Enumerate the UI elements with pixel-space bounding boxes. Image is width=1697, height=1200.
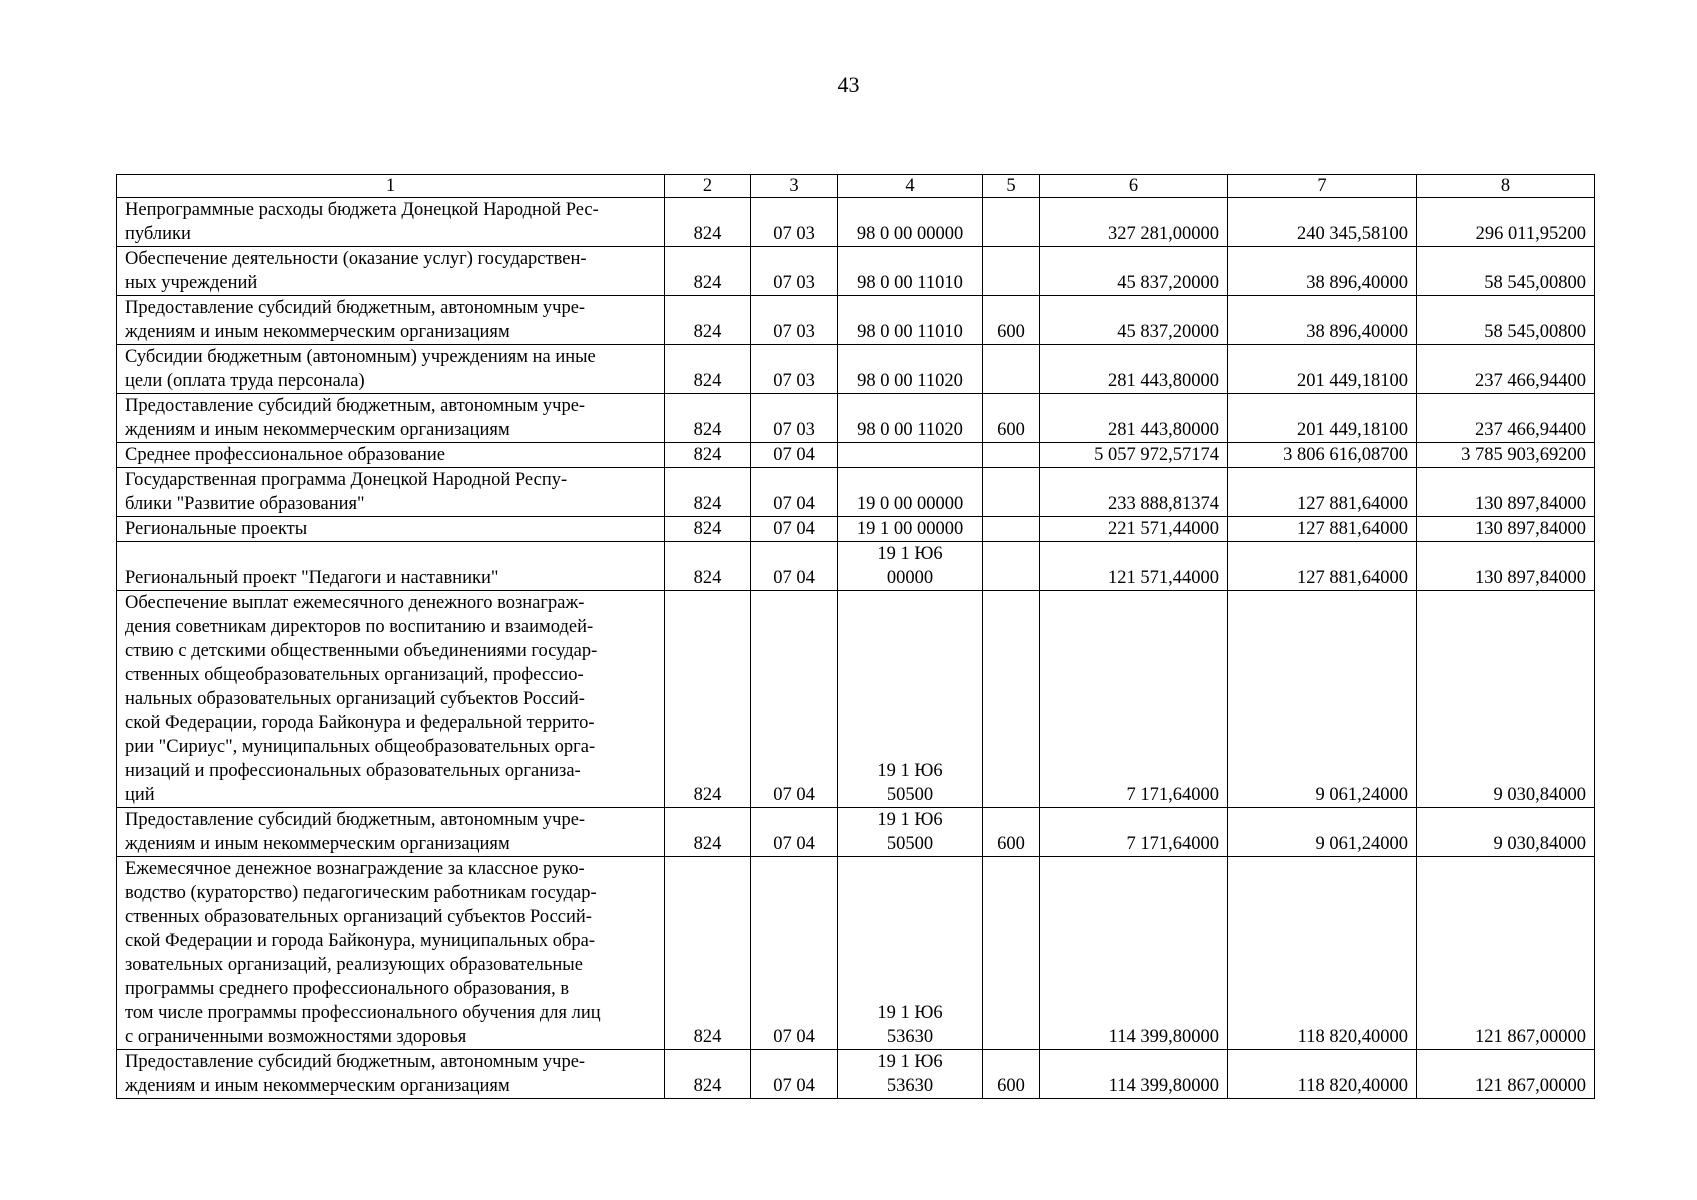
section-code-cell: 07 04 [751, 443, 838, 468]
amount-col7-cell: 127 881,64000 [1228, 517, 1417, 542]
admin-code-cell: 824 [665, 468, 751, 517]
amount-col7-cell: 3 806 616,08700 [1228, 443, 1417, 468]
expense-type-cell [983, 443, 1040, 468]
amount-col7-cell: 38 896,40000 [1228, 247, 1417, 296]
table-row [117, 542, 1595, 591]
header-cell: 1 [117, 175, 665, 198]
expense-type-cell [983, 517, 1040, 542]
admin-code-cell: 824 [665, 808, 751, 857]
amount-col7-cell: 127 881,64000 [1228, 468, 1417, 517]
expense-type-cell [983, 198, 1040, 247]
section-code-cell: 07 03 [751, 394, 838, 443]
admin-code-cell: 824 [665, 296, 751, 345]
amount-col8-cell: 121 867,00000 [1417, 1050, 1595, 1099]
expense-type-cell: 600 [983, 808, 1040, 857]
amount-col8-cell: 130 897,84000 [1417, 542, 1595, 591]
target-article-cell: 98 0 00 11010 [838, 247, 983, 296]
table-row [117, 591, 1595, 808]
amount-col8-cell: 296 011,95200 [1417, 198, 1595, 247]
section-code-cell: 07 04 [751, 1050, 838, 1099]
amount-col6-cell: 45 837,20000 [1040, 247, 1228, 296]
table-row [117, 394, 1595, 443]
page-number: 43 [837, 72, 860, 97]
description-cell: Среднее профессиональное образование [117, 443, 665, 468]
target-article-cell: 98 0 00 11020 [838, 345, 983, 394]
amount-col6-cell: 281 443,80000 [1040, 345, 1228, 394]
amount-col6-cell: 221 571,44000 [1040, 517, 1228, 542]
description-cell: Государственная программа Донецкой Народной Респу- блики "Развитие образования" [117, 468, 665, 517]
description-cell: Субсидии бюджетным (автономным) учреждениям на иные цели (оплата труда персонала) [117, 345, 665, 394]
target-article-cell: 98 0 00 00000 [838, 198, 983, 247]
amount-col7-cell: 201 449,18100 [1228, 345, 1417, 394]
amount-col6-cell: 45 837,20000 [1040, 296, 1228, 345]
admin-code-cell: 824 [665, 857, 751, 1050]
target-article-cell: 19 1 Ю6 50500 [838, 808, 983, 857]
description-cell: Предоставление субсидий бюджетным, автономным учре- ждениям и иным некоммерческим организациям [117, 394, 665, 443]
section-code-cell: 07 03 [751, 296, 838, 345]
amount-col8-cell: 237 466,94400 [1417, 345, 1595, 394]
expense-type-cell [983, 591, 1040, 808]
table-row [117, 345, 1595, 394]
target-article-cell [838, 443, 983, 468]
amount-col8-cell: 237 466,94400 [1417, 394, 1595, 443]
amount-col8-cell: 121 867,00000 [1417, 857, 1595, 1050]
expense-type-cell [983, 542, 1040, 591]
section-code-cell: 07 04 [751, 468, 838, 517]
amount-col7-cell: 240 345,58100 [1228, 198, 1417, 247]
target-article-cell: 19 1 00 00000 [838, 517, 983, 542]
amount-col8-cell: 9 030,84000 [1417, 591, 1595, 808]
table-header-row [117, 175, 1595, 198]
header-cell: 8 [1417, 175, 1595, 198]
amount-col6-cell: 121 571,44000 [1040, 542, 1228, 591]
target-article-cell: 98 0 00 11020 [838, 394, 983, 443]
table-row [117, 468, 1595, 517]
description-cell: Непрограммные расходы бюджета Донецкой Народной Рес- публики [117, 198, 665, 247]
header-cell: 3 [751, 175, 838, 198]
table-row [117, 296, 1595, 345]
expense-type-cell [983, 468, 1040, 517]
description-cell: Обеспечение деятельности (оказание услуг) государствен- ных учреждений [117, 247, 665, 296]
admin-code-cell: 824 [665, 247, 751, 296]
admin-code-cell: 824 [665, 198, 751, 247]
amount-col7-cell: 38 896,40000 [1228, 296, 1417, 345]
amount-col7-cell: 118 820,40000 [1228, 1050, 1417, 1099]
header-cell: 5 [983, 175, 1040, 198]
expense-type-cell: 600 [983, 296, 1040, 345]
expense-type-cell [983, 345, 1040, 394]
expense-type-cell [983, 247, 1040, 296]
table-row [117, 857, 1595, 1050]
amount-col7-cell: 201 449,18100 [1228, 394, 1417, 443]
section-code-cell: 07 03 [751, 198, 838, 247]
section-code-cell: 07 03 [751, 345, 838, 394]
admin-code-cell: 824 [665, 542, 751, 591]
amount-col6-cell: 233 888,81374 [1040, 468, 1228, 517]
amount-col6-cell: 327 281,00000 [1040, 198, 1228, 247]
description-cell: Ежемесячное денежное вознаграждение за классное руко- водство (кураторство) педагогическим работникам государ- ственных образовательных организаций субъектов Россий- ской Федерации и города Байконура, муниципальных обра- зовательных организаций, реализующих образовательные программы среднего профессионального образования, в том числе программы профессионального обучения для лиц с ограниченными возможностями здоровья [117, 857, 665, 1050]
amount-col8-cell: 130 897,84000 [1417, 468, 1595, 517]
amount-col6-cell: 7 171,64000 [1040, 808, 1228, 857]
section-code-cell: 07 04 [751, 857, 838, 1050]
section-code-cell: 07 04 [751, 591, 838, 808]
table-row [117, 808, 1595, 857]
expense-type-cell: 600 [983, 394, 1040, 443]
target-article-cell: 19 1 Ю6 00000 [838, 542, 983, 591]
target-article-cell: 19 0 00 00000 [838, 468, 983, 517]
admin-code-cell: 824 [665, 517, 751, 542]
target-article-cell: 98 0 00 11010 [838, 296, 983, 345]
target-article-cell: 19 1 Ю6 53630 [838, 1050, 983, 1099]
expense-type-cell: 600 [983, 1050, 1040, 1099]
section-code-cell: 07 03 [751, 247, 838, 296]
table-row [117, 198, 1595, 247]
description-cell: Обеспечение выплат ежемесячного денежного вознаграж- дения советникам директоров по воспитанию и взаимодей- ствию с детскими общественными объединениями государ- ственных общеобразовательных организаций, профессио- нальных образовательных организаций субъектов Россий- ской Федерации, города Байконура и федеральной террито- рии "Сириус", муниципальных общеобразовательных орга- низаций и профессиональных образовательных организа- ций [117, 591, 665, 808]
amount-col8-cell: 3 785 903,69200 [1417, 443, 1595, 468]
amount-col7-cell: 9 061,24000 [1228, 591, 1417, 808]
amount-col6-cell: 114 399,80000 [1040, 1050, 1228, 1099]
amount-col7-cell: 118 820,40000 [1228, 857, 1417, 1050]
table-row [117, 247, 1595, 296]
header-cell: 4 [838, 175, 983, 198]
table-row [117, 1050, 1595, 1099]
section-code-cell: 07 04 [751, 808, 838, 857]
description-cell: Предоставление субсидий бюджетным, автономным учре- ждениям и иным некоммерческим организациям [117, 808, 665, 857]
header-cell: 7 [1228, 175, 1417, 198]
section-code-cell: 07 04 [751, 542, 838, 591]
description-cell: Предоставление субсидий бюджетным, автономным учре- ждениям и иным некоммерческим организациям [117, 1050, 665, 1099]
description-cell: Региональные проекты [117, 517, 665, 542]
amount-col6-cell: 5 057 972,57174 [1040, 443, 1228, 468]
expense-type-cell [983, 857, 1040, 1050]
admin-code-cell: 824 [665, 394, 751, 443]
section-code-cell: 07 04 [751, 517, 838, 542]
amount-col6-cell: 7 171,64000 [1040, 591, 1228, 808]
amount-col8-cell: 58 545,00800 [1417, 296, 1595, 345]
amount-col8-cell: 9 030,84000 [1417, 808, 1595, 857]
target-article-cell: 19 1 Ю6 53630 [838, 857, 983, 1050]
amount-col8-cell: 58 545,00800 [1417, 247, 1595, 296]
header-cell: 2 [665, 175, 751, 198]
table-row [117, 443, 1595, 468]
header-cell: 6 [1040, 175, 1228, 198]
amount-col8-cell: 130 897,84000 [1417, 517, 1595, 542]
admin-code-cell: 824 [665, 345, 751, 394]
budget-table [116, 174, 1595, 1099]
admin-code-cell: 824 [665, 443, 751, 468]
description-cell: Предоставление субсидий бюджетным, автономным учре- ждениям и иным некоммерческим организациям [117, 296, 665, 345]
admin-code-cell: 824 [665, 1050, 751, 1099]
amount-col6-cell: 114 399,80000 [1040, 857, 1228, 1050]
amount-col7-cell: 127 881,64000 [1228, 542, 1417, 591]
description-cell: Региональный проект "Педагоги и наставники" [117, 542, 665, 591]
amount-col6-cell: 281 443,80000 [1040, 394, 1228, 443]
amount-col7-cell: 9 061,24000 [1228, 808, 1417, 857]
target-article-cell: 19 1 Ю6 50500 [838, 591, 983, 808]
admin-code-cell: 824 [665, 591, 751, 808]
table-row [117, 517, 1595, 542]
